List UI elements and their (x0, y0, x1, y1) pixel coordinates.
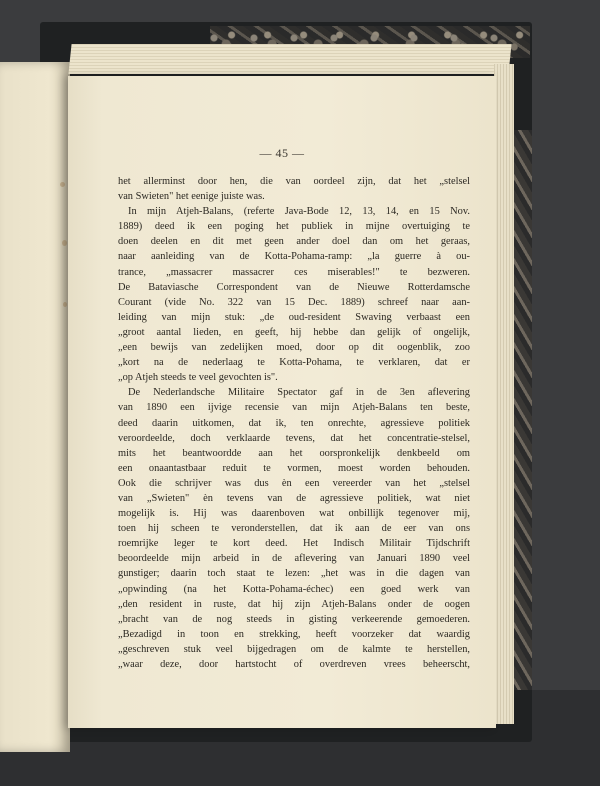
marbled-cover-edge (512, 130, 532, 690)
text-line: „Bezadigd in toon en strekking, heeft voorzeker dat waardig (118, 628, 470, 640)
book-page (68, 76, 496, 728)
text-line: De Bataviasche Correspondent van de Nieuwe Rotterdamsche (118, 281, 470, 293)
text-line: een onaantastbaar reduit te vormen, moest worden behouden. (118, 462, 470, 474)
text-line: „waar deze, door hartstocht of overdreven vrees beheerscht, (118, 659, 470, 670)
page-number: — 45 — (259, 146, 305, 160)
text-line: In mijn Atjeh-Balans, (referte Java-Bode 12, 13, 14, en 15 Nov. (128, 206, 470, 218)
text-line: van „Swieten" èn tevens van de agressieve politiek, wat niet (118, 492, 470, 504)
text-line: „opwinding (na het Kotta-Pohama-échec) een goed werk van (118, 583, 470, 595)
page-side-edges (494, 64, 514, 724)
text-line: beoordeelde mijn arbeid in de aflevering van Januari 1890 veel (118, 553, 470, 565)
text-line: trance, „massacrer massacrer ces miserables!" te bezweren. (118, 266, 470, 278)
text-line: „bracht van de nog steeds in gisting verkeerende gemoederen. (118, 613, 470, 625)
text-line: deed daarin uitkomen, dat ik, ten onrechte, agressieve politiek (118, 417, 470, 429)
text-line: mogelijk is. Hij was daarenboven wat onbillijk tegenover mij, (118, 508, 470, 520)
page-top-edges (68, 44, 511, 74)
text-line: „een bewijs van zedelijken moed, door op dit oogenblik, zoo (118, 342, 470, 354)
text-line: van 1890 een ijvige recensie van mijn Atjeh-Balans ten beste, (118, 402, 470, 414)
stain-mark (63, 302, 67, 307)
text-line: roemrijke leger te kort deed. Het Indisch Militair Tijdschrift (118, 538, 470, 550)
body-text (118, 174, 470, 672)
text-line: doen deelen en dit met geen ander doel dan om het geraas, (118, 236, 470, 248)
text-line: van Swieten" het eenige juiste was. (118, 191, 265, 203)
text-line: De Nederlandsche Militaire Spectator gaf in de 3en aflevering (128, 387, 470, 399)
text-line: naar aanleiding van de Kotta-Pohama-ramp: „la guerre à ou- (118, 251, 470, 263)
text-line: het allerminst door hen, die van oordeel zijn, dat het „stelsel (118, 176, 470, 187)
text-line: Ook die schrijver was dus èn een vereerder van het „stelsel (118, 477, 470, 489)
left-page (0, 62, 70, 752)
text-line: gunstiger; daarin toch staat te lezen: „het was in die dagen van (118, 568, 470, 580)
stain-mark (60, 182, 65, 187)
text-line: „groot aantal lieden, en geeft, hij hebbe dan gelijk of ongelijk, (118, 326, 470, 338)
text-line: veroordeelde, doch verklaarde tevens, dat het concentratie-stelsel, (118, 432, 470, 444)
text-line: Courant (vide No. 322 van 15 Dec. 1889) schreef naar aan- (118, 296, 470, 308)
text-line: leiding van mijn stuk: „de oud-resident Swaving verbaast een (118, 311, 470, 323)
text-line: toen hij scheen te veronderstellen, dat ik aan de eer van ons (118, 523, 470, 535)
text-line: „kort na de nederlaag te Kotta-Pohama, te verklaren, dat er (118, 357, 470, 369)
text-line: mits het beantwoordde aan het oorspronkelijk denkbeeld om (118, 447, 470, 459)
stain-mark (62, 240, 67, 246)
text-line: „geschreven stuk veel bijgedragen om de kalmte te herstellen, (118, 643, 470, 655)
text-line: 1889) deed ik een poging het publiek in mijne overtuiging te (118, 221, 470, 233)
text-line: „op Atjeh steeds te veel gevochten is". (118, 372, 278, 384)
text-line: „den resident in ruste, dat hij zijn Atjeh-Balans onder de oogen (118, 598, 470, 610)
